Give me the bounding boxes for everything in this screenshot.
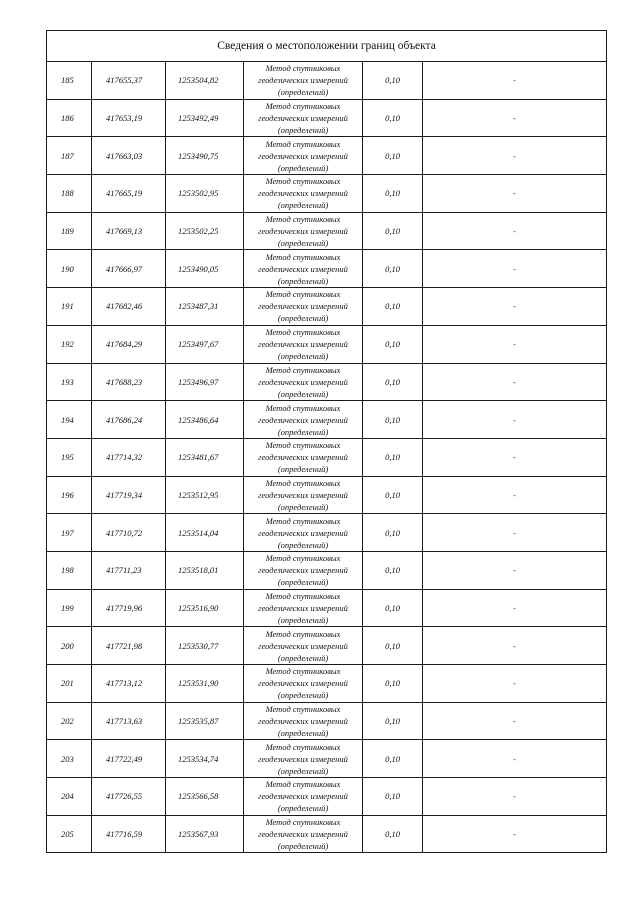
table-row	[47, 99, 607, 137]
coord-x-cell: 417713,12	[92, 665, 166, 703]
precision-cell: 0,10	[363, 137, 423, 175]
method-line: Метод спутниковых	[265, 176, 341, 187]
coord-y-cell: 1253490,05	[166, 250, 244, 288]
coord-y-cell: 1253535,87	[166, 702, 244, 740]
coord-y-cell: 1253531,90	[166, 665, 244, 703]
coord-x-cell: 417726,55	[92, 778, 166, 816]
coord-x-cell: 417711,23	[92, 551, 166, 589]
method-line: Метод спутниковых	[265, 63, 341, 74]
method-line: Метод спутниковых	[265, 628, 341, 639]
coord-y-cell: 1253518,01	[166, 551, 244, 589]
method-line: (определений)	[277, 728, 329, 739]
method-line: (определений)	[277, 275, 329, 286]
method-line: Метод спутниковых	[265, 214, 341, 225]
coord-x-cell: 417669,13	[92, 212, 166, 250]
method-line: (определений)	[277, 426, 329, 437]
description-cell: -	[423, 175, 607, 213]
method-line: Метод спутниковых	[265, 704, 341, 715]
coord-y-cell: 1253504,82	[166, 62, 244, 100]
precision-cell: 0,10	[363, 589, 423, 627]
table-row	[47, 137, 607, 175]
description-cell: -	[423, 62, 607, 100]
method-line: геодезических измерений	[258, 829, 348, 840]
point-number-cell: 191	[47, 288, 92, 326]
coord-y-cell: 1253514,04	[166, 514, 244, 552]
method-line: (определений)	[277, 652, 329, 663]
table-row	[47, 325, 607, 363]
description-cell: -	[423, 589, 607, 627]
method-line: (определений)	[277, 125, 329, 136]
method-cell	[244, 815, 363, 853]
point-number-cell: 196	[47, 476, 92, 514]
point-number-cell: 193	[47, 363, 92, 401]
point-number-cell: 204	[47, 778, 92, 816]
method-line: геодезических измерений	[258, 565, 348, 576]
coord-x-cell: 417655,37	[92, 62, 166, 100]
method-line: геодезических измерений	[258, 339, 348, 350]
method-line: (определений)	[277, 690, 329, 701]
coord-y-cell: 1253516,90	[166, 589, 244, 627]
coord-y-cell: 1253492,49	[166, 99, 244, 137]
method-cell	[244, 627, 363, 665]
method-line: геодезических измерений	[258, 753, 348, 764]
point-number-cell: 205	[47, 815, 92, 853]
precision-cell: 0,10	[363, 99, 423, 137]
method-line: геодезических измерений	[258, 75, 348, 86]
method-line: геодезических измерений	[258, 602, 348, 613]
coord-x-cell: 417722,49	[92, 740, 166, 778]
point-number-cell: 188	[47, 175, 92, 213]
coord-x-cell: 417719,96	[92, 589, 166, 627]
method-line: геодезических измерений	[258, 226, 348, 237]
point-number-cell: 203	[47, 740, 92, 778]
point-number-cell: 200	[47, 627, 92, 665]
method-line: геодезических измерений	[258, 452, 348, 463]
coord-x-cell: 417665,19	[92, 175, 166, 213]
description-cell: -	[423, 438, 607, 476]
description-cell: -	[423, 665, 607, 703]
point-number-cell: 194	[47, 401, 92, 439]
method-cell	[244, 212, 363, 250]
method-line: Метод спутниковых	[265, 666, 341, 677]
method-cell	[244, 589, 363, 627]
method-line: геодезических измерений	[258, 376, 348, 387]
precision-cell: 0,10	[363, 476, 423, 514]
coord-x-cell: 417714,32	[92, 438, 166, 476]
method-line: (определений)	[277, 803, 329, 814]
method-line: Метод спутниковых	[265, 138, 341, 149]
point-number-cell: 198	[47, 551, 92, 589]
table-row	[47, 363, 607, 401]
table-row	[47, 665, 607, 703]
method-line: Метод спутниковых	[265, 741, 341, 752]
coord-x-cell: 417713,63	[92, 702, 166, 740]
method-line: геодезических измерений	[258, 489, 348, 500]
coord-y-cell: 1253490,75	[166, 137, 244, 175]
method-line: (определений)	[277, 87, 329, 98]
coord-x-cell: 417666,97	[92, 250, 166, 288]
method-line: геодезических измерений	[258, 414, 348, 425]
description-cell: -	[423, 288, 607, 326]
method-line: (определений)	[277, 464, 329, 475]
description-cell: -	[423, 325, 607, 363]
table-row	[47, 702, 607, 740]
method-line: (определений)	[277, 238, 329, 249]
description-cell: -	[423, 627, 607, 665]
method-cell	[244, 62, 363, 100]
method-cell	[244, 551, 363, 589]
coord-y-cell: 1253497,67	[166, 325, 244, 363]
description-cell: -	[423, 401, 607, 439]
coord-x-cell: 417721,98	[92, 627, 166, 665]
point-number-cell: 186	[47, 99, 92, 137]
table-row	[47, 212, 607, 250]
coord-y-cell: 1253502,95	[166, 175, 244, 213]
precision-cell: 0,10	[363, 778, 423, 816]
table-row	[47, 250, 607, 288]
method-line: геодезических измерений	[258, 150, 348, 161]
coord-x-cell: 417663,03	[92, 137, 166, 175]
point-number-cell: 187	[47, 137, 92, 175]
precision-cell: 0,10	[363, 702, 423, 740]
coord-y-cell: 1253567,93	[166, 815, 244, 853]
method-line: геодезических измерений	[258, 640, 348, 651]
coord-x-cell: 417686,24	[92, 401, 166, 439]
method-line: Метод спутниковых	[265, 817, 341, 828]
description-cell: -	[423, 250, 607, 288]
table-row	[47, 288, 607, 326]
method-line: геодезических измерений	[258, 791, 348, 802]
method-cell	[244, 401, 363, 439]
method-cell	[244, 438, 363, 476]
method-line: (определений)	[277, 313, 329, 324]
document-sheet	[46, 30, 606, 853]
precision-cell: 0,10	[363, 665, 423, 703]
method-line: геодезических измерений	[258, 716, 348, 727]
precision-cell: 0,10	[363, 401, 423, 439]
table-row	[47, 438, 607, 476]
coord-y-cell: 1253512,95	[166, 476, 244, 514]
method-cell	[244, 250, 363, 288]
description-cell: -	[423, 137, 607, 175]
coord-y-cell: 1253566,58	[166, 778, 244, 816]
boundary-table	[46, 30, 607, 853]
method-line: геодезических измерений	[258, 188, 348, 199]
coord-y-cell: 1253487,31	[166, 288, 244, 326]
point-number-cell: 199	[47, 589, 92, 627]
description-cell: -	[423, 212, 607, 250]
precision-cell: 0,10	[363, 62, 423, 100]
coord-y-cell: 1253486,64	[166, 401, 244, 439]
method-line: (определений)	[277, 501, 329, 512]
point-number-cell: 202	[47, 702, 92, 740]
precision-cell: 0,10	[363, 514, 423, 552]
precision-cell: 0,10	[363, 175, 423, 213]
description-cell: -	[423, 99, 607, 137]
method-line: геодезических измерений	[258, 678, 348, 689]
method-line: Метод спутниковых	[265, 251, 341, 262]
coord-y-cell: 1253481,67	[166, 438, 244, 476]
precision-cell: 0,10	[363, 363, 423, 401]
description-cell: -	[423, 476, 607, 514]
precision-cell: 0,10	[363, 212, 423, 250]
description-cell: -	[423, 778, 607, 816]
precision-cell: 0,10	[363, 325, 423, 363]
table-row	[47, 476, 607, 514]
method-cell	[244, 476, 363, 514]
method-line: геодезических измерений	[258, 113, 348, 124]
coord-y-cell: 1253534,74	[166, 740, 244, 778]
method-cell	[244, 363, 363, 401]
table-row	[47, 175, 607, 213]
table-row	[47, 514, 607, 552]
table-row	[47, 740, 607, 778]
method-line: Метод спутниковых	[265, 590, 341, 601]
table-row	[47, 815, 607, 853]
method-cell	[244, 288, 363, 326]
method-line: (определений)	[277, 539, 329, 550]
method-line: Метод спутниковых	[265, 327, 341, 338]
precision-cell: 0,10	[363, 551, 423, 589]
method-line: (определений)	[277, 351, 329, 362]
coord-x-cell: 417716,59	[92, 815, 166, 853]
precision-cell: 0,10	[363, 250, 423, 288]
description-cell: -	[423, 514, 607, 552]
method-line: Метод спутниковых	[265, 440, 341, 451]
precision-cell: 0,10	[363, 627, 423, 665]
method-line: (определений)	[277, 200, 329, 211]
table-row	[47, 627, 607, 665]
method-cell	[244, 514, 363, 552]
description-cell: -	[423, 551, 607, 589]
point-number-cell: 195	[47, 438, 92, 476]
method-line: Метод спутниковых	[265, 402, 341, 413]
method-line: (определений)	[277, 765, 329, 776]
method-line: Метод спутниковых	[265, 477, 341, 488]
point-number-cell: 201	[47, 665, 92, 703]
precision-cell: 0,10	[363, 288, 423, 326]
coord-x-cell: 417719,34	[92, 476, 166, 514]
method-cell	[244, 740, 363, 778]
precision-cell: 0,10	[363, 438, 423, 476]
description-cell: -	[423, 740, 607, 778]
method-cell	[244, 99, 363, 137]
method-line: Метод спутниковых	[265, 779, 341, 790]
precision-cell: 0,10	[363, 740, 423, 778]
table-body	[47, 62, 607, 853]
method-cell	[244, 325, 363, 363]
coord-x-cell: 417688,23	[92, 363, 166, 401]
point-number-cell: 192	[47, 325, 92, 363]
method-cell	[244, 137, 363, 175]
method-line: Метод спутниковых	[265, 101, 341, 112]
method-line: Метод спутниковых	[265, 553, 341, 564]
coord-x-cell: 417684,29	[92, 325, 166, 363]
method-line: (определений)	[277, 577, 329, 588]
method-line: геодезических измерений	[258, 301, 348, 312]
description-cell: -	[423, 702, 607, 740]
method-line: Метод спутниковых	[265, 364, 341, 375]
method-line: (определений)	[277, 614, 329, 625]
method-line: (определений)	[277, 841, 329, 852]
description-cell: -	[423, 363, 607, 401]
point-number-cell: 197	[47, 514, 92, 552]
coord-y-cell: 1253530,77	[166, 627, 244, 665]
method-cell	[244, 175, 363, 213]
description-cell: -	[423, 815, 607, 853]
table-row	[47, 551, 607, 589]
coord-x-cell: 417653,19	[92, 99, 166, 137]
table-row	[47, 589, 607, 627]
coord-x-cell: 417710,72	[92, 514, 166, 552]
coord-y-cell: 1253496,97	[166, 363, 244, 401]
table-title: Сведения о местоположении границ объекта	[47, 31, 607, 62]
point-number-cell: 190	[47, 250, 92, 288]
method-line: (определений)	[277, 388, 329, 399]
method-line: геодезических измерений	[258, 527, 348, 538]
method-line: (определений)	[277, 162, 329, 173]
coord-y-cell: 1253502,25	[166, 212, 244, 250]
method-cell	[244, 778, 363, 816]
point-number-cell: 185	[47, 62, 92, 100]
point-number-cell: 189	[47, 212, 92, 250]
method-line: Метод спутниковых	[265, 289, 341, 300]
table-row	[47, 62, 607, 100]
coord-x-cell: 417682,46	[92, 288, 166, 326]
method-cell	[244, 702, 363, 740]
precision-cell: 0,10	[363, 815, 423, 853]
table-row	[47, 778, 607, 816]
method-cell	[244, 665, 363, 703]
table-row	[47, 401, 607, 439]
method-line: Метод спутниковых	[265, 515, 341, 526]
method-line: геодезических измерений	[258, 263, 348, 274]
